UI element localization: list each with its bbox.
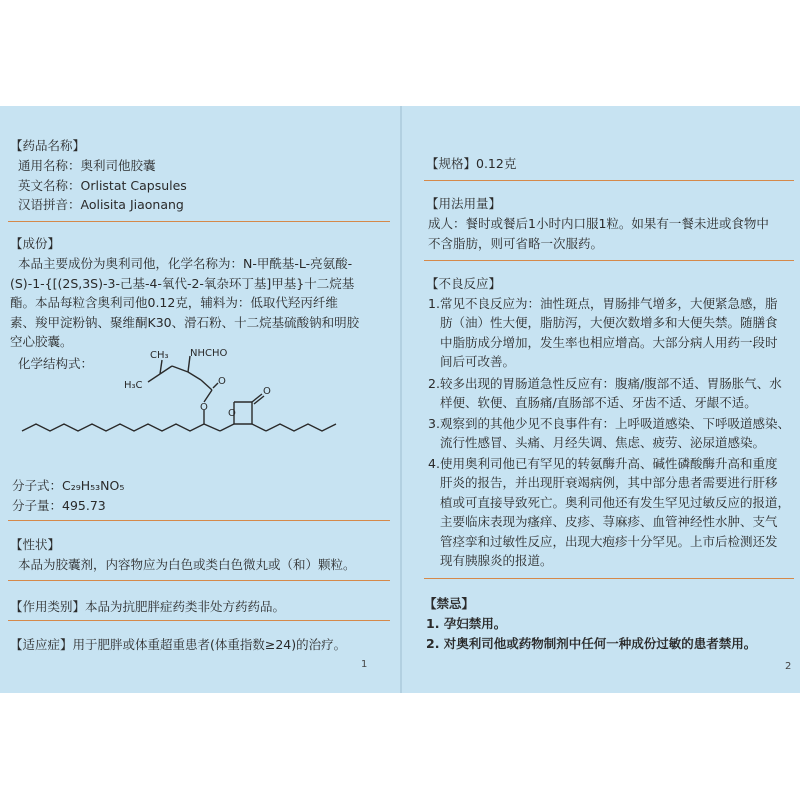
- adverse-item-number: 3.: [428, 416, 440, 431]
- section-rule: [424, 180, 794, 181]
- page-number: 1: [361, 659, 368, 670]
- adverse-item-line: 主要临床表现为瘙痒、皮疹、荨麻疹、血管神经性水肿、支气: [440, 514, 778, 529]
- structure-atom-label: CH₃: [150, 350, 169, 361]
- structure-atom-label: O: [200, 402, 208, 413]
- molecular-weight: 分子量：495.73: [12, 498, 106, 513]
- adverse-item-line: 植或可直接导致死亡。奥利司他还有发生罕见过敏反应的报道，: [440, 495, 791, 510]
- structure-atom-label: O: [228, 408, 236, 419]
- adverse-item-line: 观察到的其他少见不良事件有：上呼吸道感染、下呼吸道感染、: [440, 416, 791, 431]
- section-rule: [8, 620, 390, 621]
- adverse-item-line: 样便、软便、直肠痛/直肠部不适、牙齿不适、牙龈不适。: [440, 395, 757, 410]
- page-number: 2: [785, 661, 792, 672]
- adverse-item-line: 中脂肪成分增加，发生率也相应增高。大部分病人用药一段时: [440, 335, 778, 350]
- orlistat-structure-diagram: [0, 346, 400, 446]
- adverse-item-line: 常见不良反应为：油性斑点，胃肠排气增多，大便紧急感，脂: [440, 296, 778, 311]
- generic-name: 通用名称：奥利司他胶囊: [18, 158, 156, 173]
- molecular-formula: 分子式：C₂₉H₅₃NO₅: [12, 478, 125, 493]
- section-rule: [424, 260, 794, 261]
- category-text: 【作用类别】本品为抗肥胖症药类非处方药药品。: [10, 599, 286, 614]
- ingredients-line: 空心胶囊。: [10, 334, 73, 349]
- usage-line: 不含脂肪，则可省略一次服药。: [428, 236, 604, 251]
- adverse-item-number: 1.: [428, 296, 440, 311]
- right-page: [402, 106, 800, 693]
- section-rule: [8, 580, 390, 581]
- usage-line: 成人：餐时或餐后1小时内口服1粒。如果有一餐未进或食物中: [428, 216, 769, 231]
- left-page: [0, 106, 400, 693]
- structure-label: 化学结构式：: [18, 356, 94, 371]
- ingredients-line: (S)-1-{[(2S,3S)-3-己基-4-氧代-2-氧杂环丁基]甲基}十二烷基: [10, 276, 355, 291]
- structure-atom-label: O: [263, 386, 271, 397]
- structure-atom-label: O: [218, 376, 226, 387]
- adverse-heading: 【不良反应】: [426, 276, 502, 291]
- adverse-item-line: 管痉挛和过敏性反应，出现大疱疹十分罕见。上市后检测还发: [440, 534, 778, 549]
- structure-atom-label: H₃C: [124, 380, 143, 391]
- drug-name-heading: 【药品名称】: [10, 138, 86, 153]
- ingredients-line: 本品主要成份为奥利司他，化学名称为：N-甲酰基-L-亮氨酸-: [18, 256, 353, 271]
- structure-atom-label: NHCHO: [190, 348, 228, 359]
- adverse-item-line: 较多出现的胃肠道急性反应有：腹痛/腹部不适、胃肠胀气、水: [440, 376, 782, 391]
- adverse-item-line: 肪（油）性大便，脂肪泻，大便次数增多和大便失禁。随膳食: [440, 315, 778, 330]
- contraindication-item: 1. 孕妇禁用。: [426, 616, 507, 631]
- adverse-item-line: 肝炎的报告，并出现肝衰竭病例，其中部分患者需要进行肝移: [440, 475, 778, 490]
- adverse-item-line: 流行性感冒、头痛、月经失调、焦虑、疲劳、泌尿道感染。: [440, 435, 766, 450]
- section-rule: [8, 520, 390, 521]
- pinyin-name: 汉语拼音：Aolisita Jiaonang: [18, 197, 184, 212]
- adverse-item-number: 4.: [428, 456, 440, 471]
- english-name: 英文名称：Orlistat Capsules: [18, 178, 187, 193]
- spec-text: 【规格】0.12克: [426, 156, 517, 171]
- properties-text: 本品为胶囊剂，内容物应为白色或类白色微丸或（和）颗粒。: [18, 557, 356, 572]
- indication-text: 【适应症】用于肥胖或体重超重患者(体重指数≥24)的治疗。: [10, 637, 347, 652]
- ingredients-heading: 【成份】: [10, 236, 61, 251]
- section-rule: [424, 578, 794, 579]
- adverse-item-number: 2.: [428, 376, 440, 391]
- adverse-item-line: 间后可改善。: [440, 354, 516, 369]
- properties-heading: 【性状】: [10, 537, 61, 552]
- contraindications-heading: 【禁忌】: [424, 596, 475, 611]
- adverse-item-line: 现有胰腺炎的报道。: [440, 553, 553, 568]
- section-rule: [8, 221, 390, 222]
- usage-heading: 【用法用量】: [426, 196, 502, 211]
- ingredients-line: 酯。本品每粒含奥利司他0.12克，辅料为：低取代羟丙纤维: [10, 295, 338, 310]
- ingredients-line: 素、羧甲淀粉钠、聚维酮K30、滑石粉、十二烷基硫酸钠和明胶: [10, 315, 360, 330]
- contraindication-item: 2. 对奥利司他或药物制剂中任何一种成份过敏的患者禁用。: [426, 636, 757, 651]
- adverse-item-line: 使用奥利司他已有罕见的转氨酶升高、碱性磷酸酶升高和重度: [440, 456, 778, 471]
